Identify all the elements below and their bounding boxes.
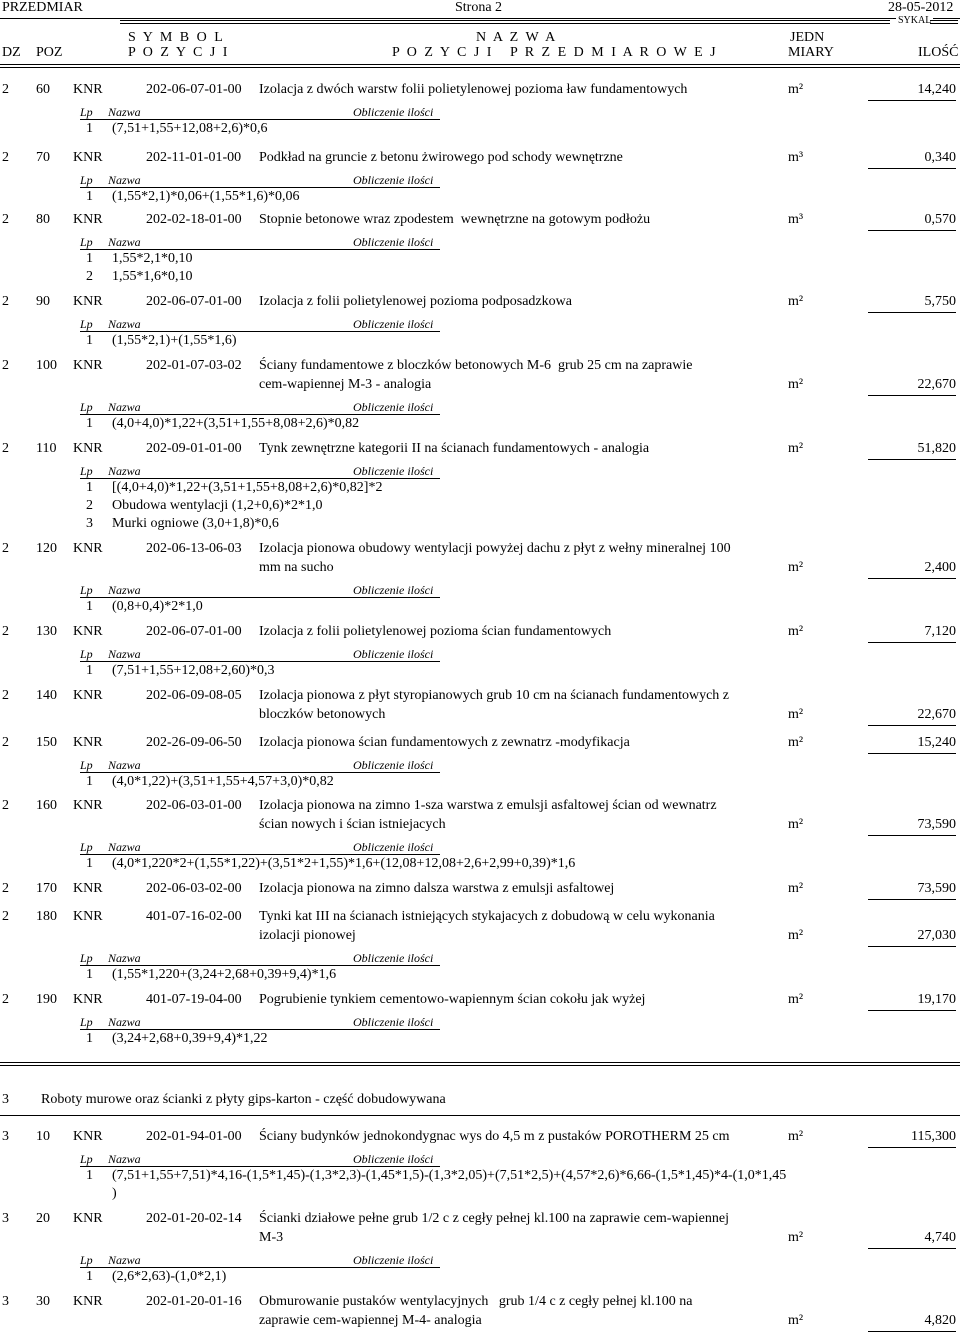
position-dz: 2 — [2, 541, 9, 556]
position-symbol: 202-01-07-03-02 — [146, 358, 242, 373]
calc-header-rule — [80, 414, 440, 415]
quantity-underline — [868, 1248, 956, 1249]
position-quantity: 2,400 — [924, 560, 956, 575]
calc-header-lp: Lp — [80, 1253, 93, 1267]
position-symbol: 202-11-01-01-00 — [146, 150, 242, 165]
position-symbol: 202-01-20-01-16 — [146, 1294, 242, 1309]
position-unit: m² — [788, 1230, 804, 1245]
calc-header-rule — [80, 478, 440, 479]
position-name: cem-wapiennej M-3 - analogia — [259, 377, 432, 392]
position-dz: 3 — [2, 1294, 9, 1309]
position-name: Izolacja pionowa na zimno 1-sza warstwa z emulsji asfaltowej ścian od wewnatrz — [259, 798, 717, 813]
position-unit: m² — [788, 928, 804, 943]
calc-row-lp: 1 — [86, 189, 93, 204]
position-symbol: 401-07-19-04-00 — [146, 992, 242, 1007]
calc-row-expression: Murki ogniowe (3,0+1,8)*0,6 — [112, 516, 279, 531]
position-quantity: 5,750 — [924, 294, 956, 309]
position-name: Izolacja z dwóch warstw folii polietylenowej pozioma ław fundamentowych — [259, 82, 688, 97]
quantity-underline — [868, 899, 956, 900]
quantity-underline — [868, 395, 956, 396]
position-name: Obmurowanie pustaków wentylacyjnych grub 1/4 c z cegły pełnej kl.100 na — [259, 1294, 693, 1309]
calc-header-rule — [80, 119, 440, 120]
quantity-underline — [868, 1010, 956, 1011]
position-dz: 2 — [2, 881, 9, 896]
position-quantity: 4,820 — [924, 1313, 956, 1328]
section-title-rule — [0, 1115, 960, 1116]
position-quantity: 27,030 — [917, 928, 956, 943]
position-unit: m² — [788, 441, 804, 456]
position-unit: m² — [788, 1313, 804, 1328]
position-name: Podkład na gruncie z betonu żwirowego pod schody wewnętrzne — [259, 150, 623, 165]
position-quantity: 22,670 — [917, 707, 956, 722]
position-quantity: 0,340 — [924, 150, 956, 165]
position-number: 110 — [36, 441, 57, 456]
section-number: 3 — [2, 1092, 9, 1107]
calc-row-expression: 1,55*1,6*0,10 — [112, 269, 193, 284]
position-symbol: 202-06-09-08-05 — [146, 688, 242, 703]
position-symbol: 202-01-94-01-00 — [146, 1129, 242, 1144]
position-number: 130 — [36, 624, 57, 639]
calc-header-obliczenie: Obliczenie ilości — [353, 1253, 434, 1267]
position-name: Izolacja pionowa ścian fundamentowych z zewnatrz -modyfikacja — [259, 735, 630, 750]
position-name: izolacji pionowej — [259, 928, 356, 943]
calc-row-lp: 1 — [86, 1168, 93, 1183]
position-symbol: 401-07-16-02-00 — [146, 909, 242, 924]
position-number: 60 — [36, 82, 50, 97]
header-rule — [0, 18, 960, 19]
position-quantity: 73,590 — [917, 817, 956, 832]
calc-header-rule — [80, 965, 440, 966]
position-symbol: 202-01-20-02-14 — [146, 1211, 242, 1226]
position-name: Izolacja z folii polietylenowej pozioma podposadzkowa — [259, 294, 572, 309]
calc-header-nazwa: Nazwa — [108, 758, 141, 772]
col-jedn-2: MIARY — [788, 45, 834, 60]
position-unit: m² — [788, 82, 804, 97]
position-unit: m² — [788, 707, 804, 722]
position-dz: 2 — [2, 212, 9, 227]
position-catalog: KNR — [73, 992, 103, 1007]
position-symbol: 202-26-09-06-50 — [146, 735, 242, 750]
quantity-underline — [868, 100, 956, 101]
calc-header-nazwa: Nazwa — [108, 317, 141, 331]
calc-row-lp: 1 — [86, 251, 93, 266]
position-catalog: KNR — [73, 735, 103, 750]
position-number: 160 — [36, 798, 57, 813]
calc-header-nazwa: Nazwa — [108, 951, 141, 965]
header-double-rule-end — [930, 20, 958, 24]
calc-row-expression: (1,55*2,1)+(1,55*1,6) — [112, 333, 237, 348]
position-name: Izolacja pionowa obudowy wentylacji powyżej dachu z płyt z wełny mineralnej 100 — [259, 541, 731, 556]
calc-row-expression: (7,51+1,55+12,08+2,6)*0,6 — [112, 121, 268, 136]
calc-row-lp: 2 — [86, 269, 93, 284]
quantity-underline — [868, 578, 956, 579]
quantity-underline — [868, 168, 956, 169]
col-nazwa-2: P O Z Y C J I P R Z E D M I A R O W E J — [392, 45, 718, 60]
col-jedn-1: JEDN — [790, 30, 825, 45]
calc-header-rule — [80, 187, 440, 188]
position-symbol: 202-06-07-01-00 — [146, 82, 242, 97]
position-unit: m² — [788, 377, 804, 392]
position-symbol: 202-06-07-01-00 — [146, 294, 242, 309]
position-name: Tynk zewnętrzne kategorii II na ścianach fundamentowych - analogia — [259, 441, 650, 456]
calc-row-expression: Obudowa wentylacji (1,2+0,6)*2*1,0 — [112, 498, 323, 513]
calc-header-nazwa: Nazwa — [108, 105, 141, 119]
print-date: 28-05-2012 — [888, 0, 954, 15]
position-dz: 2 — [2, 441, 9, 456]
calc-header-nazwa: Nazwa — [108, 1253, 141, 1267]
position-catalog: KNR — [73, 441, 103, 456]
position-unit: m² — [788, 1129, 804, 1144]
col-symbol-1: S Y M B O L — [128, 30, 225, 45]
position-catalog: KNR — [73, 909, 103, 924]
position-symbol: 202-09-01-01-00 — [146, 441, 242, 456]
calc-header-nazwa: Nazwa — [108, 647, 141, 661]
document-title: PRZEDMIAR — [2, 0, 83, 15]
position-number: 170 — [36, 881, 57, 896]
calc-header-nazwa: Nazwa — [108, 464, 141, 478]
position-catalog: KNR — [73, 1211, 103, 1226]
col-nazwa-1: N A Z W A — [476, 30, 558, 45]
position-name: Pogrubienie tynkiem cementowo-wapiennym ścian cokołu jak wyżej — [259, 992, 646, 1007]
calc-header-obliczenie: Obliczenie ilości — [353, 1152, 434, 1166]
calc-header-rule — [80, 1029, 440, 1030]
position-quantity: 15,240 — [917, 735, 956, 750]
col-poz: POZ — [36, 45, 63, 60]
quantity-underline — [868, 725, 956, 726]
position-catalog: KNR — [73, 1294, 103, 1309]
calc-header-lp: Lp — [80, 173, 93, 187]
calc-row-lp: 1 — [86, 856, 93, 871]
calc-row-lp: 1 — [86, 1031, 93, 1046]
position-quantity: 14,240 — [917, 82, 956, 97]
calc-row-lp: 1 — [86, 480, 93, 495]
calc-header-lp: Lp — [80, 105, 93, 119]
position-dz: 2 — [2, 992, 9, 1007]
position-number: 20 — [36, 1211, 50, 1226]
position-unit: m² — [788, 294, 804, 309]
calc-header-lp: Lp — [80, 583, 93, 597]
position-catalog: KNR — [73, 881, 103, 896]
calc-header-nazwa: Nazwa — [108, 583, 141, 597]
position-catalog: KNR — [73, 541, 103, 556]
calc-header-nazwa: Nazwa — [108, 1152, 141, 1166]
position-catalog: KNR — [73, 212, 103, 227]
position-name: Izolacja pionowa z płyt styropianowych grub 10 cm na ścianach fundamentowych z — [259, 688, 730, 703]
calc-row-expression: (0,8+0,4)*2*1,0 — [112, 599, 203, 614]
col-ilosc: ILOŚĆ — [918, 45, 959, 60]
position-quantity: 22,670 — [917, 377, 956, 392]
calc-row-expression: (2,6*2,63)-(1,0*2,1) — [112, 1269, 227, 1284]
calc-row-expression: [(4,0+4,0)*1,22+(3,51+1,55+8,08+2,6)*0,82]*2 — [112, 480, 383, 495]
position-dz: 2 — [2, 82, 9, 97]
page-number: Strona 2 — [455, 0, 503, 15]
calc-header-obliczenie: Obliczenie ilości — [353, 105, 434, 119]
calc-row-lp: 1 — [86, 121, 93, 136]
calc-header-rule — [80, 772, 440, 773]
calc-header-obliczenie: Obliczenie ilości — [353, 235, 434, 249]
calc-row-expression: (3,24+2,68+0,39+9,4)*1,22 — [112, 1031, 268, 1046]
position-catalog: KNR — [73, 624, 103, 639]
header-double-rule — [120, 20, 890, 24]
sykal-mark: SYKAL — [898, 15, 932, 26]
position-catalog: KNR — [73, 294, 103, 309]
quantity-underline — [868, 230, 956, 231]
position-name: M-3 — [259, 1230, 284, 1245]
calc-row-expression: (7,51+1,55+12,08+2,60)*0,3 — [112, 663, 275, 678]
position-symbol: 202-06-03-02-00 — [146, 881, 242, 896]
position-dz: 2 — [2, 358, 9, 373]
position-name: mm na sucho — [259, 560, 334, 575]
position-unit: m² — [788, 560, 804, 575]
calc-header-lp: Lp — [80, 951, 93, 965]
position-quantity: 4,740 — [924, 1230, 956, 1245]
calc-header-rule — [80, 661, 440, 662]
section-title: Roboty murowe oraz ścianki z płyty gips-karton - część dobudowywana — [41, 1092, 446, 1107]
position-quantity: 115,300 — [911, 1129, 956, 1144]
position-number: 10 — [36, 1129, 50, 1144]
calc-row-lp: 1 — [86, 333, 93, 348]
position-number: 120 — [36, 541, 57, 556]
section-rule — [0, 1062, 960, 1066]
quantity-underline — [868, 835, 956, 836]
calc-header-lp: Lp — [80, 1015, 93, 1029]
calc-row-lp: 1 — [86, 774, 93, 789]
quantity-underline — [868, 459, 956, 460]
calc-header-lp: Lp — [80, 840, 93, 854]
position-name: Ściany budynków jednokondygnac wys do 4,5 m z pustaków POROTHERM 25 cm — [259, 1129, 730, 1144]
calc-header-obliczenie: Obliczenie ilości — [353, 173, 434, 187]
calc-row-lp: 1 — [86, 663, 93, 678]
calc-header-lp: Lp — [80, 235, 93, 249]
position-quantity: 19,170 — [917, 992, 956, 1007]
calc-header-lp: Lp — [80, 400, 93, 414]
calc-header-nazwa: Nazwa — [108, 840, 141, 854]
position-dz: 3 — [2, 1129, 9, 1144]
calc-header-obliczenie: Obliczenie ilości — [353, 951, 434, 965]
position-symbol: 202-02-18-01-00 — [146, 212, 242, 227]
quantity-underline — [868, 642, 956, 643]
calc-header-obliczenie: Obliczenie ilości — [353, 758, 434, 772]
position-quantity: 0,570 — [924, 212, 956, 227]
position-quantity: 73,590 — [917, 881, 956, 896]
calc-header-lp: Lp — [80, 647, 93, 661]
calc-header-lp: Lp — [80, 758, 93, 772]
calc-row-lp: 3 — [86, 516, 93, 531]
quantity-underline — [868, 753, 956, 754]
position-number: 70 — [36, 150, 50, 165]
position-symbol: 202-06-13-06-03 — [146, 541, 242, 556]
position-quantity: 51,820 — [917, 441, 956, 456]
position-dz: 3 — [2, 1211, 9, 1226]
position-name: Tynki kat III na ścianach istniejących stykajacych z dobudową w celu wykonania — [259, 909, 715, 924]
calc-header-obliczenie: Obliczenie ilości — [353, 840, 434, 854]
position-unit: m² — [788, 817, 804, 832]
position-number: 140 — [36, 688, 57, 703]
col-symbol-2: P O Z Y C J I — [128, 45, 230, 60]
calc-header-obliczenie: Obliczenie ilości — [353, 400, 434, 414]
position-dz: 2 — [2, 624, 9, 639]
quantity-underline — [868, 946, 956, 947]
calc-header-obliczenie: Obliczenie ilości — [353, 1015, 434, 1029]
position-dz: 2 — [2, 150, 9, 165]
calc-header-lp: Lp — [80, 1152, 93, 1166]
calc-header-nazwa: Nazwa — [108, 1015, 141, 1029]
position-name: ścian nowych i ścian istniejacych — [259, 817, 446, 832]
calc-row-lp: 1 — [86, 1269, 93, 1284]
position-name: Izolacja pionowa na zimno dalsza warstwa z emulsji asfaltowej — [259, 881, 615, 896]
calc-row-lp: 1 — [86, 967, 93, 982]
position-symbol: 202-06-03-01-00 — [146, 798, 242, 813]
calc-row-expression: (4,0*1,22)+(3,51+1,55+4,57+3,0)*0,82 — [112, 774, 334, 789]
position-number: 30 — [36, 1294, 50, 1309]
position-unit: m² — [788, 992, 804, 1007]
position-number: 80 — [36, 212, 50, 227]
calc-header-rule — [80, 1267, 440, 1268]
position-number: 150 — [36, 735, 57, 750]
calc-row-lp: 1 — [86, 416, 93, 431]
calc-header-nazwa: Nazwa — [108, 235, 141, 249]
calc-header-obliczenie: Obliczenie ilości — [353, 583, 434, 597]
quantity-underline — [868, 1147, 956, 1148]
calc-header-obliczenie: Obliczenie ilości — [353, 464, 434, 478]
calc-header-obliczenie: Obliczenie ilości — [353, 317, 434, 331]
calc-row-expression: (4,0+4,0)*1,22+(3,51+1,55+8,08+2,6)*0,82 — [112, 416, 360, 431]
position-name: zaprawie cem-wapiennej M-4- analogia — [259, 1313, 482, 1328]
calc-row-expression: 1,55*2,1*0,10 — [112, 251, 193, 266]
header-bottom-rule — [0, 64, 960, 68]
position-dz: 2 — [2, 798, 9, 813]
calc-header-rule — [80, 1166, 440, 1167]
quantity-underline — [868, 312, 956, 313]
calc-row-expression: (4,0*1,220*2+(1,55*1,22)+(3,51*2+1,55)*1,6+(12,08+12,08+2,6+2,99+0,39)*1,6 — [112, 856, 576, 871]
calc-row-expression: (1,55*2,1)*0,06+(1,55*1,6)*0,06 — [112, 189, 300, 204]
calc-header-rule — [80, 854, 440, 855]
position-name: Stopnie betonowe wraz zpodestem wewnętrzne na gotowym podłożu — [259, 212, 651, 227]
position-name: bloczków betonowych — [259, 707, 386, 722]
calc-row-expression: (7,51+1,55+7,51)*4,16-(1,5*1,45)-(1,3*2,3)-(1,45*1,5)-(1,3*2,05)+(7,51*2,5)+(4,57*2,6)*6,66-(1,5*1,45)*4-(1,0*1,45 — [112, 1168, 787, 1183]
position-unit: m³ — [788, 212, 804, 227]
position-catalog: KNR — [73, 798, 103, 813]
position-number: 180 — [36, 909, 57, 924]
calc-row-lp: 1 — [86, 599, 93, 614]
position-dz: 2 — [2, 688, 9, 703]
position-dz: 2 — [2, 735, 9, 750]
calc-header-nazwa: Nazwa — [108, 173, 141, 187]
position-catalog: KNR — [73, 150, 103, 165]
position-number: 190 — [36, 992, 57, 1007]
calc-header-nazwa: Nazwa — [108, 400, 141, 414]
position-catalog: KNR — [73, 358, 103, 373]
position-symbol: 202-06-07-01-00 — [146, 624, 242, 639]
position-unit: m² — [788, 881, 804, 896]
position-quantity: 7,120 — [924, 624, 956, 639]
position-dz: 2 — [2, 294, 9, 309]
position-name: Ścianki działowe pełne grub 1/2 c z cegły pełnej kl.100 na zaprawie cem-wapiennej — [259, 1211, 729, 1226]
position-unit: m³ — [788, 150, 804, 165]
position-number: 90 — [36, 294, 50, 309]
calc-row-expression: (1,55*1,220+(3,24+2,68+0,39+9,4)*1,6 — [112, 967, 337, 982]
position-unit: m² — [788, 735, 804, 750]
calc-row-lp: 2 — [86, 498, 93, 513]
position-unit: m² — [788, 624, 804, 639]
calc-header-rule — [80, 597, 440, 598]
position-catalog: KNR — [73, 82, 103, 97]
calc-header-rule — [80, 331, 440, 332]
calc-header-rule — [80, 249, 440, 250]
position-dz: 2 — [2, 909, 9, 924]
calc-row-expression-cont: ) — [112, 1186, 117, 1201]
calc-header-lp: Lp — [80, 464, 93, 478]
calc-header-lp: Lp — [80, 317, 93, 331]
calc-header-obliczenie: Obliczenie ilości — [353, 647, 434, 661]
col-dz: DZ — [2, 45, 21, 60]
position-number: 100 — [36, 358, 57, 373]
position-catalog: KNR — [73, 1129, 103, 1144]
position-catalog: KNR — [73, 688, 103, 703]
position-name: Izolacja z folii polietylenowej pozioma ścian fundamentowych — [259, 624, 612, 639]
position-name: Ściany fundamentowe z bloczków betonowych M-6 grub 25 cm na zaprawie — [259, 358, 693, 373]
